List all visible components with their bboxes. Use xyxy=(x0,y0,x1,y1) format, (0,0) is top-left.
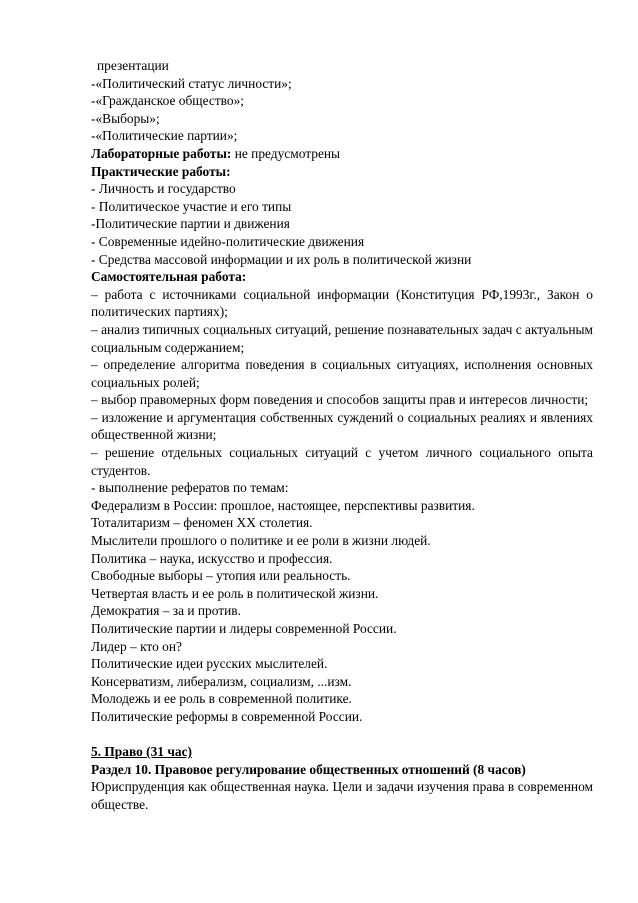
section-title: 5. Право (31 час) xyxy=(91,744,192,760)
spacer xyxy=(91,726,593,744)
practical-item: - Политическое участие и его типы xyxy=(91,198,292,214)
report-topic: Лидер – кто он? xyxy=(91,638,182,654)
independent-item: – определение алгоритма поведения в социальных ситуациях, исполнения основных социальных ролей; xyxy=(91,357,593,390)
report-topic: Четвертая власть и ее роль в политической жизни. xyxy=(91,585,379,601)
practical-item: - Средства массовой информации и их роль в политической жизни xyxy=(91,251,472,267)
independent-item: – анализ типичных социальных ситуаций, решение познавательных задач с актуальным социальным содержанием; xyxy=(91,321,593,355)
report-topic: Свободные выборы – утопия или реальность. xyxy=(91,568,351,584)
subsection-title: Раздел 10. Правовое регулирование общественных отношений (8 часов) xyxy=(91,761,526,777)
report-topic: Тоталитаризм – феномен XX столетия. xyxy=(91,515,313,531)
reports-intro: - выполнение рефератов по темам: xyxy=(91,480,289,496)
document-page xyxy=(91,57,593,814)
report-topic: Демократия – за и против. xyxy=(91,603,241,619)
report-topic: Политические реформы в современной России. xyxy=(91,708,363,724)
practical-item: -Политические партии и движения xyxy=(91,216,290,232)
list-item: презентации xyxy=(97,58,169,73)
independent-item: – решение отдельных социальных ситуаций с учетом личного социального опыта студентов. xyxy=(91,445,593,478)
list-item: -«Гражданское общество»; xyxy=(91,93,245,109)
independent-item: – выбор правомерных форм поведения и способов защиты прав и интересов личности; xyxy=(91,392,589,408)
lab-works-text: не предусмотрены xyxy=(231,145,341,161)
report-topic: Федерализм в России: прошлое, настоящее, перспективы развития. xyxy=(91,497,475,513)
report-topic: Консерватизм, либерализм, социализм, ...изм. xyxy=(91,673,352,689)
independent-work-heading: Самостоятельная работа: xyxy=(91,269,247,285)
list-item: -«Политические партии»; xyxy=(91,128,238,144)
report-topic: Молодежь и ее роль в современной политике. xyxy=(91,691,352,707)
section-paragraph: Юриспруденция как общественная наука. Цели и задачи изучения права в современном обществе. xyxy=(91,779,593,812)
independent-item: – изложение и аргументация собственных суждений о социальных реалиях и явлениях общественной жизни; xyxy=(91,409,593,443)
report-topic: Мыслители прошлого о политике и ее роли в жизни людей. xyxy=(91,533,431,549)
lab-works-label: Лабораторные работы: xyxy=(91,145,232,161)
practical-item: - Современные идейно-политические движения xyxy=(91,233,365,249)
report-topic: Политические партии и лидеры современной России. xyxy=(91,621,397,636)
practical-works-heading: Практические работы: xyxy=(91,163,231,179)
practical-item: - Личность и государство xyxy=(91,181,236,197)
independent-item: – работа с источниками социальной информации (Конституция РФ,1993г., Закон о политических партиях); xyxy=(91,286,593,320)
list-item: -«Политический статус личности»; xyxy=(91,75,292,91)
report-topic: Политические идеи русских мыслителей. xyxy=(91,656,328,672)
report-topic: Политика – наука, искусство и профессия. xyxy=(91,550,333,566)
lab-works-line xyxy=(91,145,593,163)
list-item: -«Выборы»; xyxy=(91,110,160,126)
